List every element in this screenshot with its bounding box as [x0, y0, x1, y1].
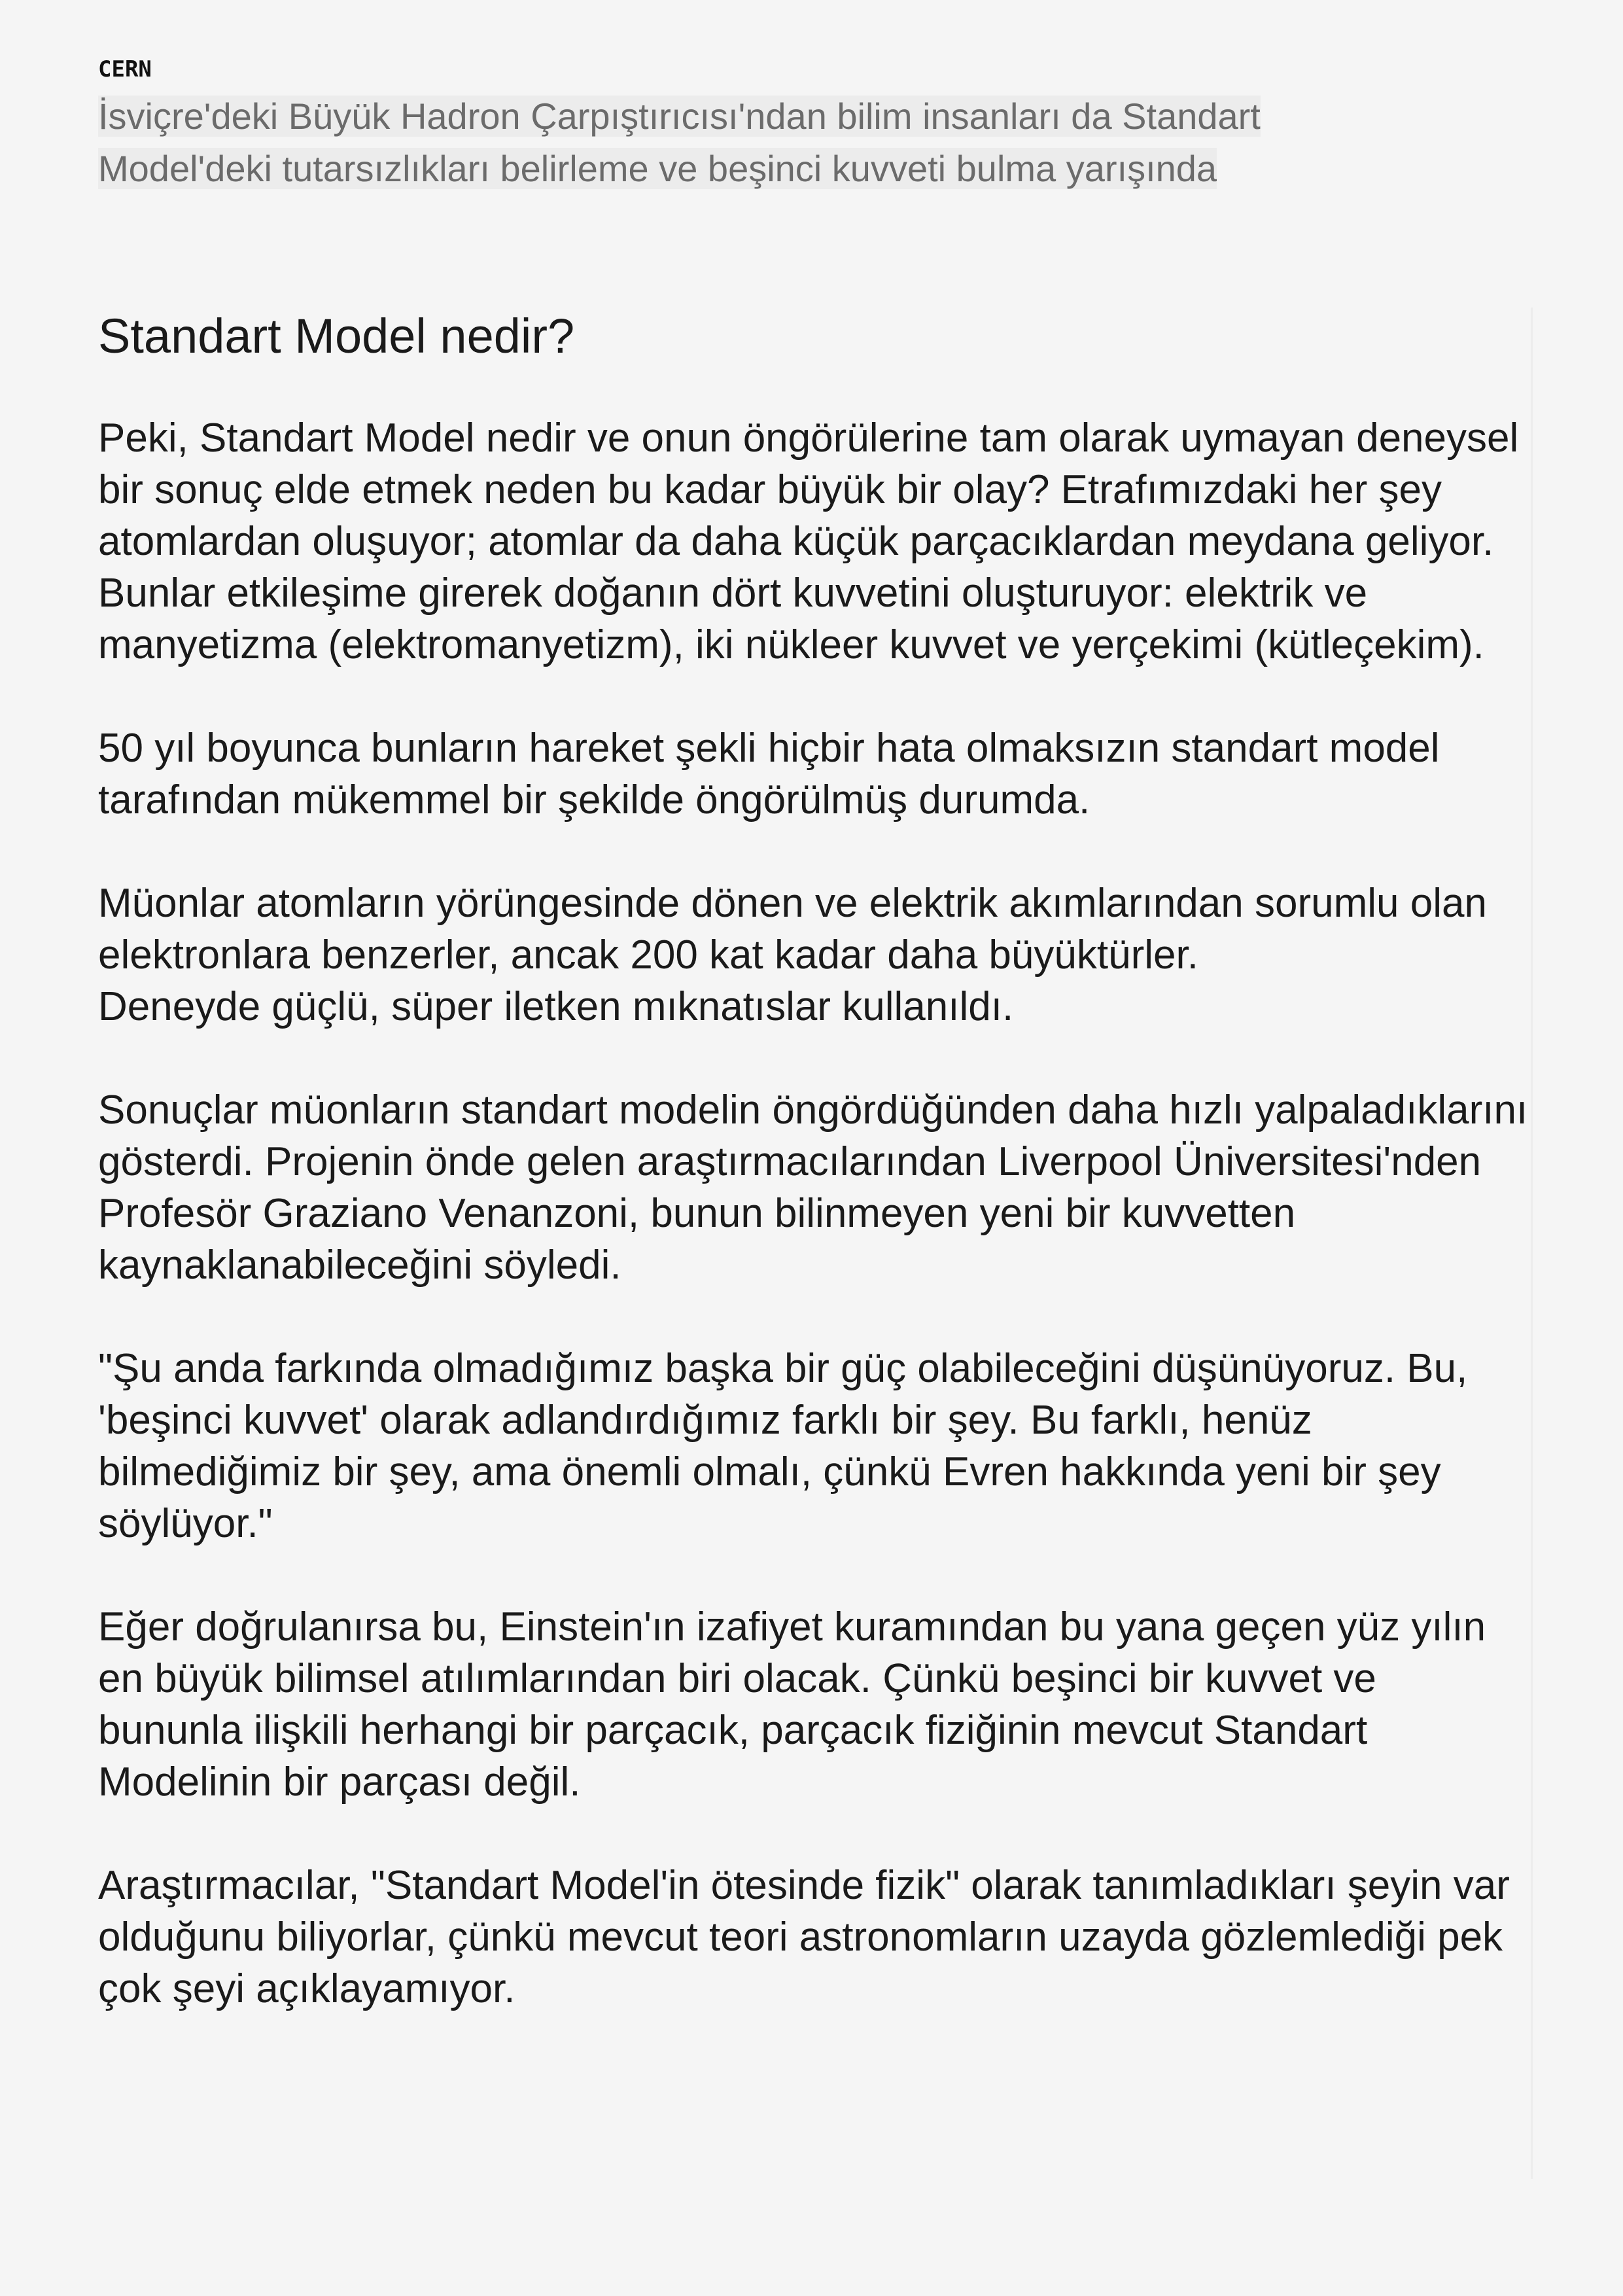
paragraph-4: Sonuçlar müonların standart modelin öngördüğünden daha hızlı yalpaladıklarını gösterdi. Projenin önde gelen araştırmacılarından Liverpool Üniversitesi'nden Profesör Graziano Venanzoni, bunun bilinmeyen yeni bir kuvvetten kaynaklanabileceğini söyledi.: [98, 1087, 1528, 1288]
paragraph-1: Peki, Standart Model nedir ve onun öngörülerine tam olarak uymayan deneysel bir sonuç elde etmek neden bu kadar büyük bir olay? Etrafımızdaki her şey atomlardan oluşuyor; atomlar da daha küçük parçacıklardan meydana geliyor. Bunlar etkileşime girerek doğanın dört kuvvetini oluşturuyor: elektrik ve manyetizma (elektromanyetizm), iki nükleer kuvvet ve yerçekimi (kütleçekim).: [98, 415, 1519, 667]
paragraph-7: Araştırmacılar, "Standart Model'in ötesinde fizik" olarak tanımladıkları şeyin var olduğunu biliyorlar, çünkü mevcut teori astronomların uzayda gözlemlediği pek çok şeyi açıklayamıyor.: [98, 1863, 1510, 2011]
paragraph-5: "Şu anda farkında olmadığımız başka bir güç olabileceğini düşünüyoruz. Bu, 'beşinci kuvvet' olarak adlandırdığımız farklı bir şey. Bu farklı, henüz bilmediğimiz bir şey, ama önemli olmalı, çünkü Evren hakkında yeni bir şey söylüyor.": [98, 1346, 1468, 1546]
paragraph-6: Eğer doğrulanırsa bu, Einstein'ın izafiyet kuramından bu yana geçen yüz yılın en büyük bilimsel atılımlarından biri olacak. Çünkü beşinci bir kuvvet ve bununla ilişkili herhangi bir parçacık, parçacık fiziğinin mevcut Standart Modelinin bir parçası değil.: [98, 1604, 1486, 1805]
article-body: [98, 308, 1533, 2179]
image-caption: [98, 90, 1380, 195]
paragraph-2: 50 yıl boyunca bunların hareket şekli hiçbir hata olmaksızın standart model tarafından mükemmel bir şekilde öngörülmüş durumda.: [98, 726, 1440, 822]
image-caption-text: İsviçre'deki Büyük Hadron Çarpıştırıcısı'ndan bilim insanları da Standart Model'deki tutarsızlıkları belirleme ve beşinci kuvveti bulma yarışında: [98, 96, 1261, 189]
image-caption-block: [98, 54, 1380, 195]
image-source-credit: CERN: [98, 56, 152, 82]
section-heading: Standart Model nedir?: [98, 309, 575, 363]
paragraph-3: Müonlar atomların yörüngesinde dönen ve elektrik akımlarından sorumlu olan elektronlara benzerler, ancak 200 kat kadar daha büyüktürler. Deneyde güçlü, süper iletken mıknatıslar kullanıldı.: [98, 881, 1487, 1029]
